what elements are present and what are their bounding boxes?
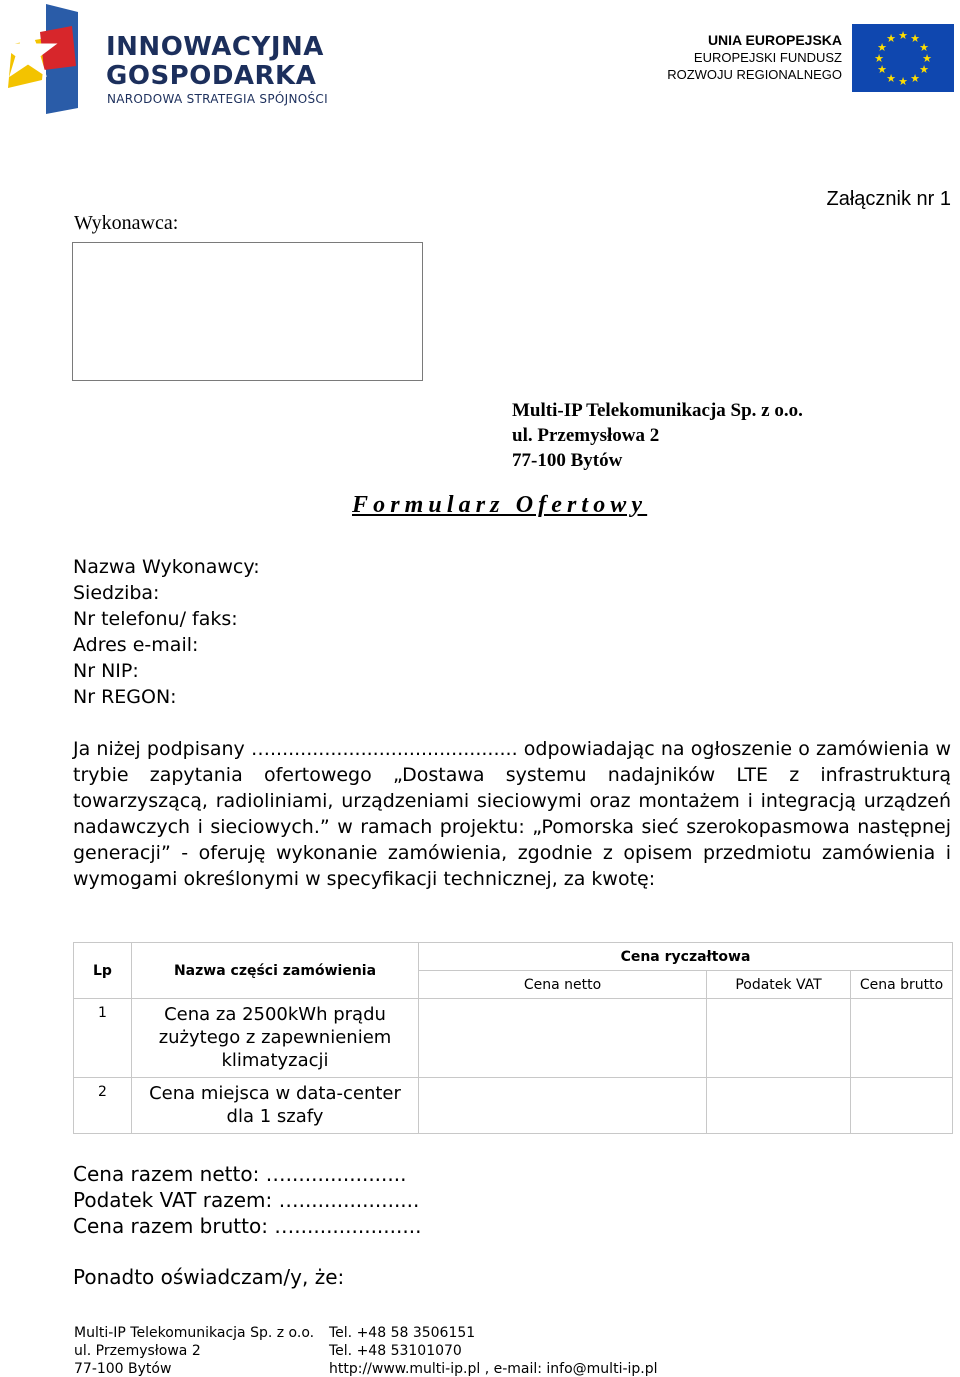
contractor-stamp-box (72, 242, 423, 381)
field-email: Adres e-mail: (73, 634, 199, 656)
field-phone-fax: Nr telefonu/ faks: (73, 608, 238, 630)
svg-text:★: ★ (919, 63, 929, 76)
recipient-address (512, 398, 803, 473)
recipient-company: Multi-IP Telekomunikacja Sp. z o.o. (512, 400, 803, 421)
total-gross: Cena razem brutto: ….................... (73, 1214, 422, 1238)
svg-text:★: ★ (910, 32, 920, 45)
eu-logo-line-2: EUROPEJSKI FUNDUSZ (693, 50, 842, 65)
eu-fund-logo (654, 24, 954, 94)
header-lump-sum-price: Cena ryczałtowa (419, 943, 953, 971)
field-nip: Nr NIP: (73, 660, 139, 682)
svg-text:★: ★ (877, 63, 887, 76)
svg-text:★: ★ (919, 41, 929, 54)
field-seat: Siedziba: (73, 582, 160, 604)
eu-fund-text (667, 32, 842, 83)
footer-company: Multi-IP Telekomunikacja Sp. z o.o. (74, 1325, 315, 1341)
footer-web-email: http://www.multi-ip.pl , e-mail: info@multi-ip.pl (329, 1361, 658, 1377)
table-row (74, 999, 953, 1078)
form-title: Formularz Ofertowy (352, 492, 648, 518)
totals (73, 1161, 421, 1239)
header-lp: Lp (74, 943, 132, 999)
recipient-street: ul. Przemysłowa 2 (512, 425, 660, 446)
svg-text:★: ★ (898, 29, 908, 42)
svg-text:★: ★ (886, 72, 896, 85)
svg-text:★: ★ (877, 41, 887, 54)
field-regon: Nr REGON: (73, 686, 177, 708)
row-lp: 2 (74, 1078, 132, 1134)
header-gross-price: Cena brutto (851, 971, 953, 999)
eu-flag-icon (852, 24, 954, 92)
price-table (73, 942, 953, 1134)
footer-phone-2: Tel. +48 53101070 (329, 1343, 462, 1359)
row-lp: 1 (74, 999, 132, 1078)
row-vat-cell[interactable] (707, 999, 851, 1078)
total-vat: Podatek VAT razem: …................... (73, 1188, 420, 1212)
logo-line-1: INNOWACYJNA (106, 32, 324, 62)
footer-city: 77-100 Bytów (74, 1361, 172, 1377)
table-row (74, 1078, 953, 1134)
row-gross-price-cell[interactable] (851, 1078, 953, 1134)
header-part-name: Nazwa części zamówienia (132, 943, 419, 999)
footer-contact (329, 1324, 658, 1377)
logo-line-2: GOSPODARKA (106, 61, 317, 91)
svg-text:★: ★ (922, 52, 932, 65)
declaration-intro: Ponadto oświadczam/y, że: (73, 1265, 345, 1289)
eu-logo-line-3: ROZWOJU REGIONALNEGO (667, 67, 842, 82)
offer-statement: Ja niżej podpisany …......................................... odpowiadając na ogłoszenie o zamówienia w trybie zapytania ofertowego „Dostawa systemu nadajników LTE z infrastrukturą towarzyszącą, radioliniami, urządzeniami sieciowymi oraz montażem i integracją urządzeń nadawczych i sieciowych.” w ramach projektu: „Pomorska sieć szerokopasmowa następnej generacji” - oferuję wykonanie zamówienia, zgodnie z opisem przedmiotu zamówienia i wymogami określonymi w specyfikacji technicznej, za kwotę: (73, 738, 951, 890)
eu-logo-line-1: UNIA EUROPEJSKA (707, 32, 842, 48)
recipient-city: 77-100 Bytów (512, 450, 623, 471)
row-net-price-cell[interactable] (419, 999, 707, 1078)
svg-text:★: ★ (874, 52, 884, 65)
field-contractor-name: Nazwa Wykonawcy: (73, 556, 260, 578)
contractor-fields (73, 554, 260, 710)
svg-text:★: ★ (898, 75, 908, 88)
contractor-label: Wykonawca: (74, 212, 179, 234)
header-vat: Podatek VAT (707, 971, 851, 999)
row-gross-price-cell[interactable] (851, 999, 953, 1078)
footer-phone-1: Tel. +48 58 3506151 (329, 1325, 476, 1341)
annex-label: Załącznik nr 1 (826, 188, 951, 210)
innowacyjna-gospodarka-emblem-icon (6, 4, 86, 114)
logo-line-3: NARODOWA STRATEGIA SPÓJNOŚCI (107, 92, 328, 106)
footer-street: ul. Przemysłowa 2 (74, 1343, 201, 1359)
row-part-name: Cena miejsca w data-center dla 1 szafy (132, 1078, 419, 1134)
svg-text:★: ★ (910, 72, 920, 85)
innowacyjna-gospodarka-logo (6, 4, 346, 114)
row-part-name: Cena za 2500kWh prądu zużytego z zapewnieniem klimatyzacji (132, 999, 419, 1078)
footer-address (74, 1324, 314, 1377)
row-vat-cell[interactable] (707, 1078, 851, 1134)
table-header-row (74, 943, 953, 971)
total-net: Cena razem netto: …................... (73, 1162, 407, 1186)
row-net-price-cell[interactable] (419, 1078, 707, 1134)
header-net-price: Cena netto (419, 971, 707, 999)
svg-text:★: ★ (886, 32, 896, 45)
